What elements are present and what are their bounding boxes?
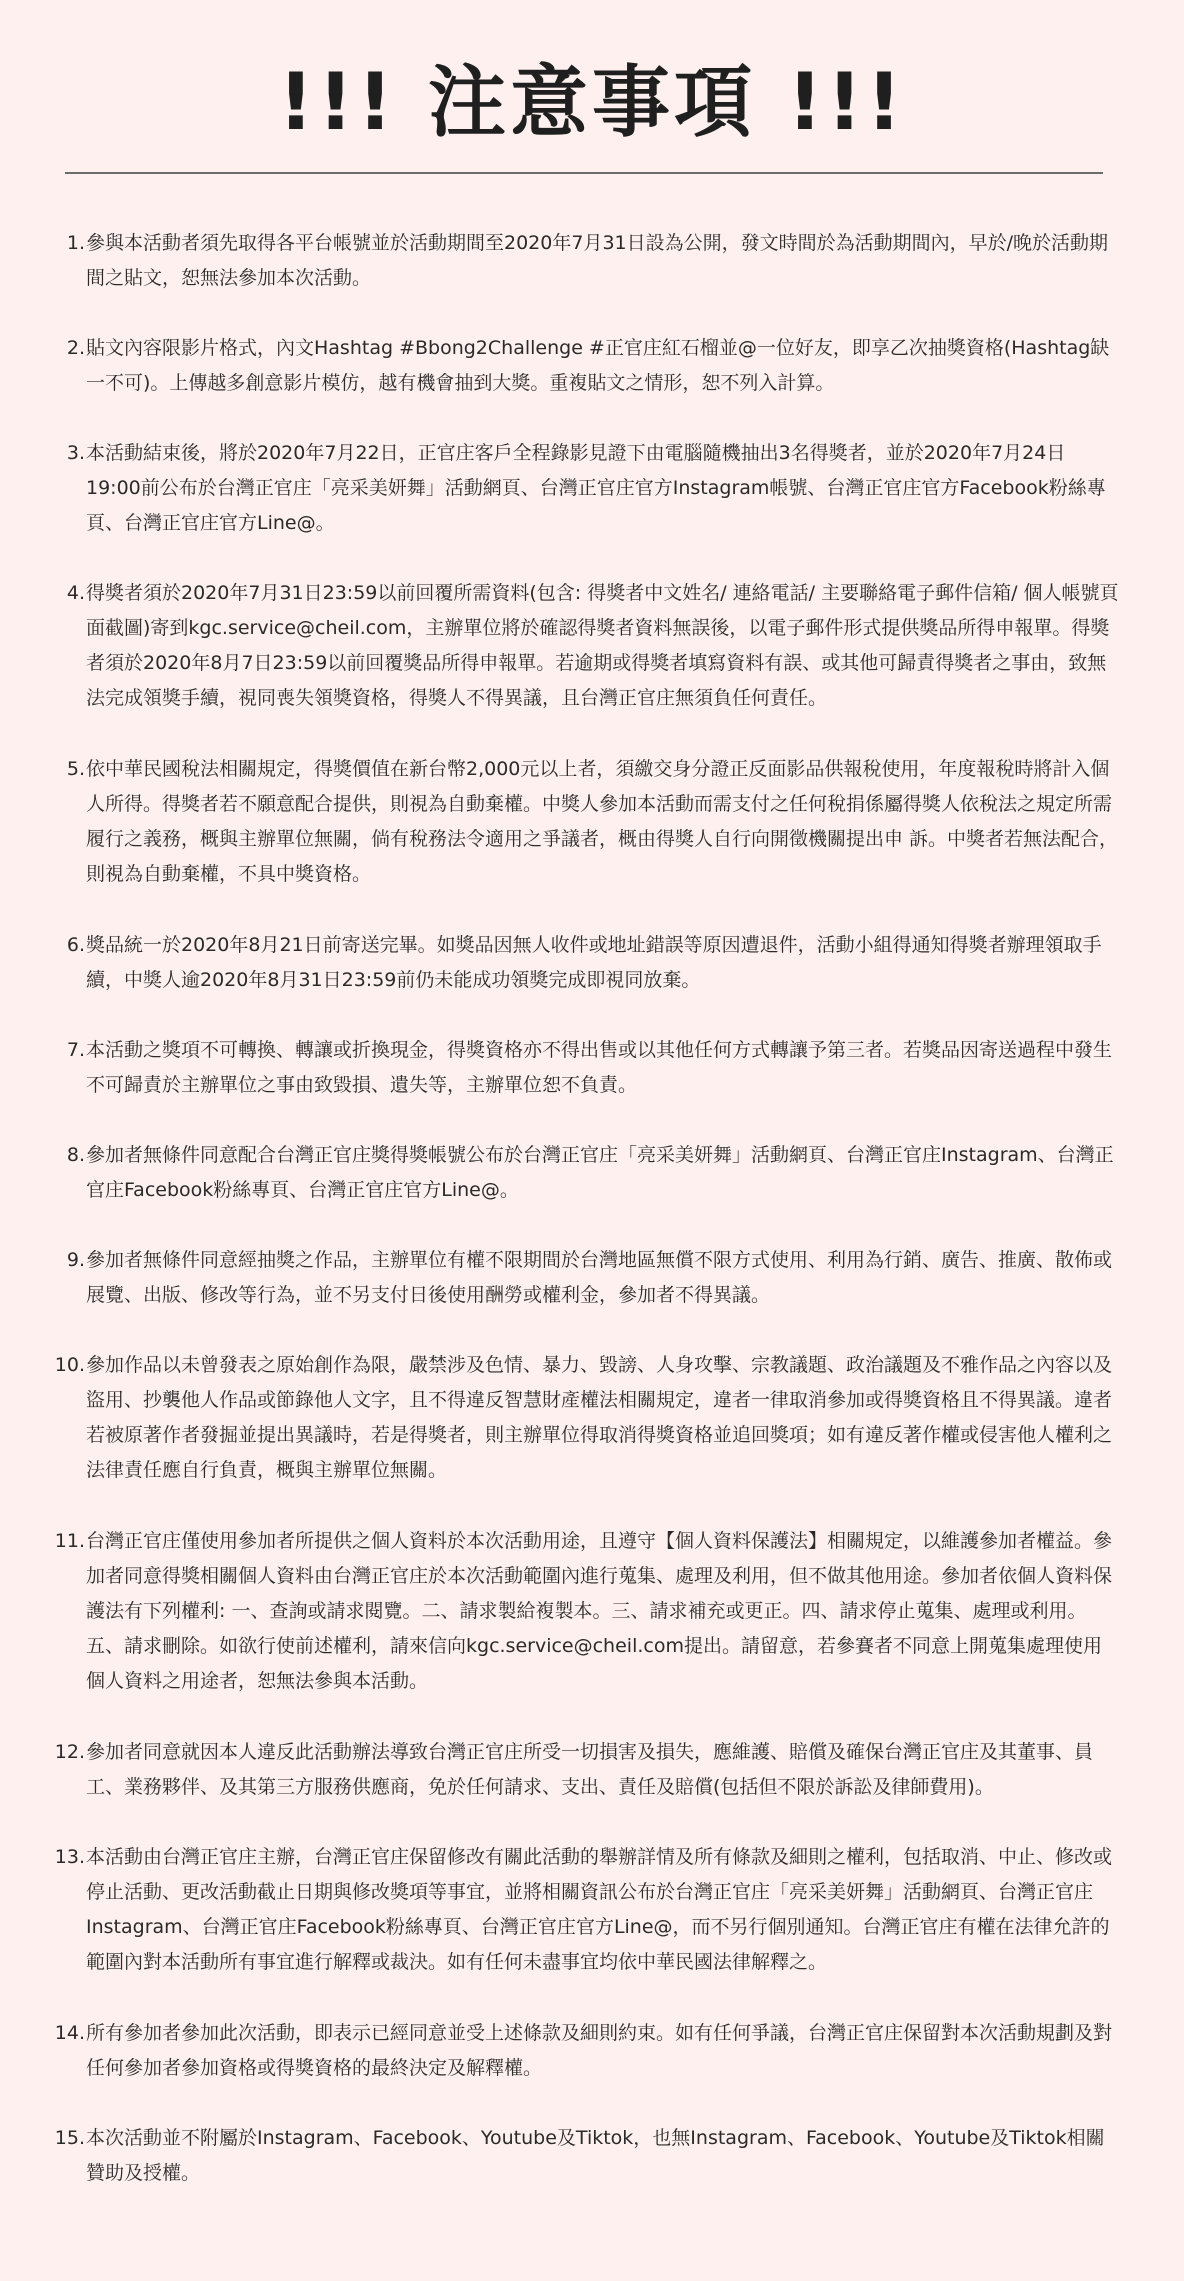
notice-text: 依中華民國稅法相關規定，得獎價值在新台幣2,000元以上者，須繳交身分證正反面影品供報稅使用，年度報稅時將計入個人所得。得獎者若不願意配合提供，則視為自動棄權。中獎人參加本活動而需支付之任何稅捐係屬得獎人依稅法之規定所需履行之義務，概與主辦單位無關，倘有稅務法令適用之爭議者，概由得獎人自行向開徵機關提出申 訴。中獎者若無法配合，則視為自動棄權，不具中獎資格。 — [86, 758, 1119, 885]
notice-number: 6. — [66, 934, 85, 956]
notice-number: 13. — [54, 1846, 85, 1868]
notice-text: 獎品統一於2020年8月21日前寄送完畢。如獎品因無人收件或地址錯誤等原因遭退件，活動小組得通知得獎者辦理領取手續，中獎人逾2020年8月31日23:59前仍未能成功領獎完成即視同放棄。 — [86, 934, 1102, 991]
notice-item-15 — [54, 2121, 1120, 2191]
notice-number: 3. — [66, 442, 85, 464]
notice-text: 所有參加者參加此次活動，即表示已經同意並受上述條款及細則約束。如有任何爭議，台灣正官庄保留對本次活動規劃及對任何參加者參加資格或得獎資格的最終決定及解釋權。 — [86, 2022, 1113, 2079]
notice-item-10 — [54, 1348, 1120, 1524]
notice-item-13 — [54, 1840, 1120, 2016]
notice-text: 貼文內容限影片格式，內文Hashtag #Bbong2Challenge #正官庄紅石榴並@一位好友，即享乙次抽獎資格(Hashtag缺一不可)。上傳越多創意影片模仿，越有機會抽到大獎。重複貼文之情形，恕不列入計算。 — [86, 337, 1110, 394]
notice-item-5 — [65, 752, 1120, 928]
notice-text: 台灣正官庄僅使用參加者所提供之個人資料於本次活動用途，且遵守【個人資料保護法】相關規定，以維護參加者權益。參加者同意得獎相關個人資料由台灣正官庄於本次活動範圍內進行蒐集、處理及利用，但不做其他用途。參加者依個人資料保護法有下列權利: 一、查詢或請求閱覽。二、請求製給複製本。三、請求補充或更正。四、請求停止蒐集、處理或利用。五、請求刪除。如欲行使前述權利，請來信向kgc.service@cheil.com提出。請留意，若參賽者不同意上開蒐集處理使用個人資料之用途者，恕無法參與本活動。 — [86, 1530, 1113, 1692]
notice-item-3 — [65, 436, 1120, 576]
notice-number: 11. — [54, 1530, 85, 1552]
notice-text: 參加者無條件同意經抽獎之作品，主辦單位有權不限期間於台灣地區無償不限方式使用、利用為行銷、廣告、推廣、散佈或展覽、出版、修改等行為，並不另支付日後使用酬勞或權利金，參加者不得異議。 — [86, 1249, 1113, 1306]
notice-number: 7. — [66, 1039, 85, 1061]
notice-item-14 — [54, 2016, 1120, 2121]
notice-number: 14. — [54, 2022, 85, 2044]
notice-item-4 — [65, 576, 1120, 752]
notice-text: 本活動結束後，將於2020年7月22日，正官庄客戶全程錄影見證下由電腦隨機抽出3名得獎者，並於2020年7月24日19:00前公布於台灣正官庄「亮采美妍舞」活動網頁、台灣正官庄官方Instagram帳號、台灣正官庄官方Facebook粉絲專頁、台灣正官庄官方Line@。 — [86, 442, 1106, 534]
notice-number: 5. — [66, 758, 85, 780]
notice-item-6 — [65, 928, 1120, 1033]
notice-text: 參加作品以未曾發表之原始創作為限，嚴禁涉及色情、暴力、毀謗、人身攻擊、宗教議題、政治議題及不雅作品之內容以及盜用、抄襲他人作品或節錄他人文字，且不得違反智慧財產權法相關規定，違者一律取消參加或得獎資格且不得異議。違者若被原著作者發掘並提出異議時，若是得獎者，則主辦單位得取消得獎資格並追回獎項；如有違反著作權或侵害他人權利之法律責任應自行負責，概與主辦單位無關。 — [86, 1354, 1113, 1481]
notice-number: 4. — [66, 582, 85, 604]
page-title: !!! 注意事項 !!! — [278, 58, 906, 148]
notice-text: 參與本活動者須先取得各平台帳號並於活動期間至2020年7月31日設為公開，發文時間於為活動期間內，早於/晚於活動期間之貼文，恕無法參加本次活動。 — [86, 232, 1109, 289]
notice-number: 12. — [54, 1741, 85, 1763]
notice-item-8 — [65, 1138, 1120, 1243]
notice-number: 9. — [66, 1249, 85, 1271]
notice-item-7 — [65, 1033, 1120, 1138]
notice-number: 8. — [66, 1144, 85, 1166]
notice-text: 參加者無條件同意配合台灣正官庄獎得獎帳號公布於台灣正官庄「亮采美妍舞」活動網頁、台灣正官庄Instagram、台灣正官庄Facebook粉絲專頁、台灣正官庄官方Line@。 — [86, 1144, 1114, 1201]
notice-item-11 — [54, 1524, 1120, 1735]
title-divider — [65, 172, 1103, 174]
notice-item-1 — [65, 226, 1120, 331]
notice-text: 本活動之獎項不可轉換、轉讓或折換現金，得獎資格亦不得出售或以其他任何方式轉讓予第三者。若獎品因寄送過程中發生不可歸責於主辦單位之事由致毀損、遺失等，主辦單位恕不負責。 — [86, 1039, 1113, 1096]
notice-item-9 — [65, 1243, 1120, 1348]
notice-number: 10. — [54, 1354, 85, 1376]
notice-text: 本活動由台灣正官庄主辦，台灣正官庄保留修改有關此活動的舉辦詳情及所有條款及細則之權利，包括取消、中止、修改或停止活動、更改活動截止日期與修改獎項等事宜，並將相關資訊公布於台灣正官庄「亮采美妍舞」活動網頁、台灣正官庄Instagram、台灣正官庄Facebook粉絲專頁、台灣正官庄官方Line@，而不另行個別通知。台灣正官庄有權在法律允許的範圍內對本活動所有事宜進行解釋或裁決。如有任何未盡事宜均依中華民國法律解釋之。 — [86, 1846, 1113, 1973]
notice-item-2 — [65, 331, 1120, 436]
notice-number: 1. — [66, 232, 85, 254]
notice-list — [54, 226, 1120, 2191]
notice-number: 2. — [66, 337, 85, 359]
notice-text: 參加者同意就因本人違反此活動辦法導致台灣正官庄所受一切損害及損失，應維護、賠償及確保台灣正官庄及其董事、員工、業務夥伴、及其第三方服務供應商，免於任何請求、支出、責任及賠償(包括但不限於訴訟及律師費用)。 — [86, 1741, 1094, 1798]
notice-text: 本次活動並不附屬於Instagram、Facebook、Youtube及Tiktok，也無Instagram、Facebook、Youtube及Tiktok相關贊助及授權。 — [86, 2127, 1105, 2184]
notice-item-12 — [54, 1735, 1120, 1840]
notice-number: 15. — [54, 2127, 85, 2149]
notice-text: 得獎者須於2020年7月31日23:59以前回覆所需資料(包含: 得獎者中文姓名/ 連絡電話/ 主要聯絡電子郵件信箱/ 個人帳號頁面截圖)寄到kgc.service@cheil.com，主辦單位將於確認得獎者資料無誤後，以電子郵件形式提供獎品所得申報單。得獎者須於2020年8月7日23:59以前回覆獎品所得申報單。若逾期或得獎者填寫資料有誤、或其他可歸責得獎者之事由，致無法完成領獎手續，視同喪失領獎資格，得獎人不得異議，且台灣正官庄無須負任何責任。 — [86, 582, 1119, 709]
